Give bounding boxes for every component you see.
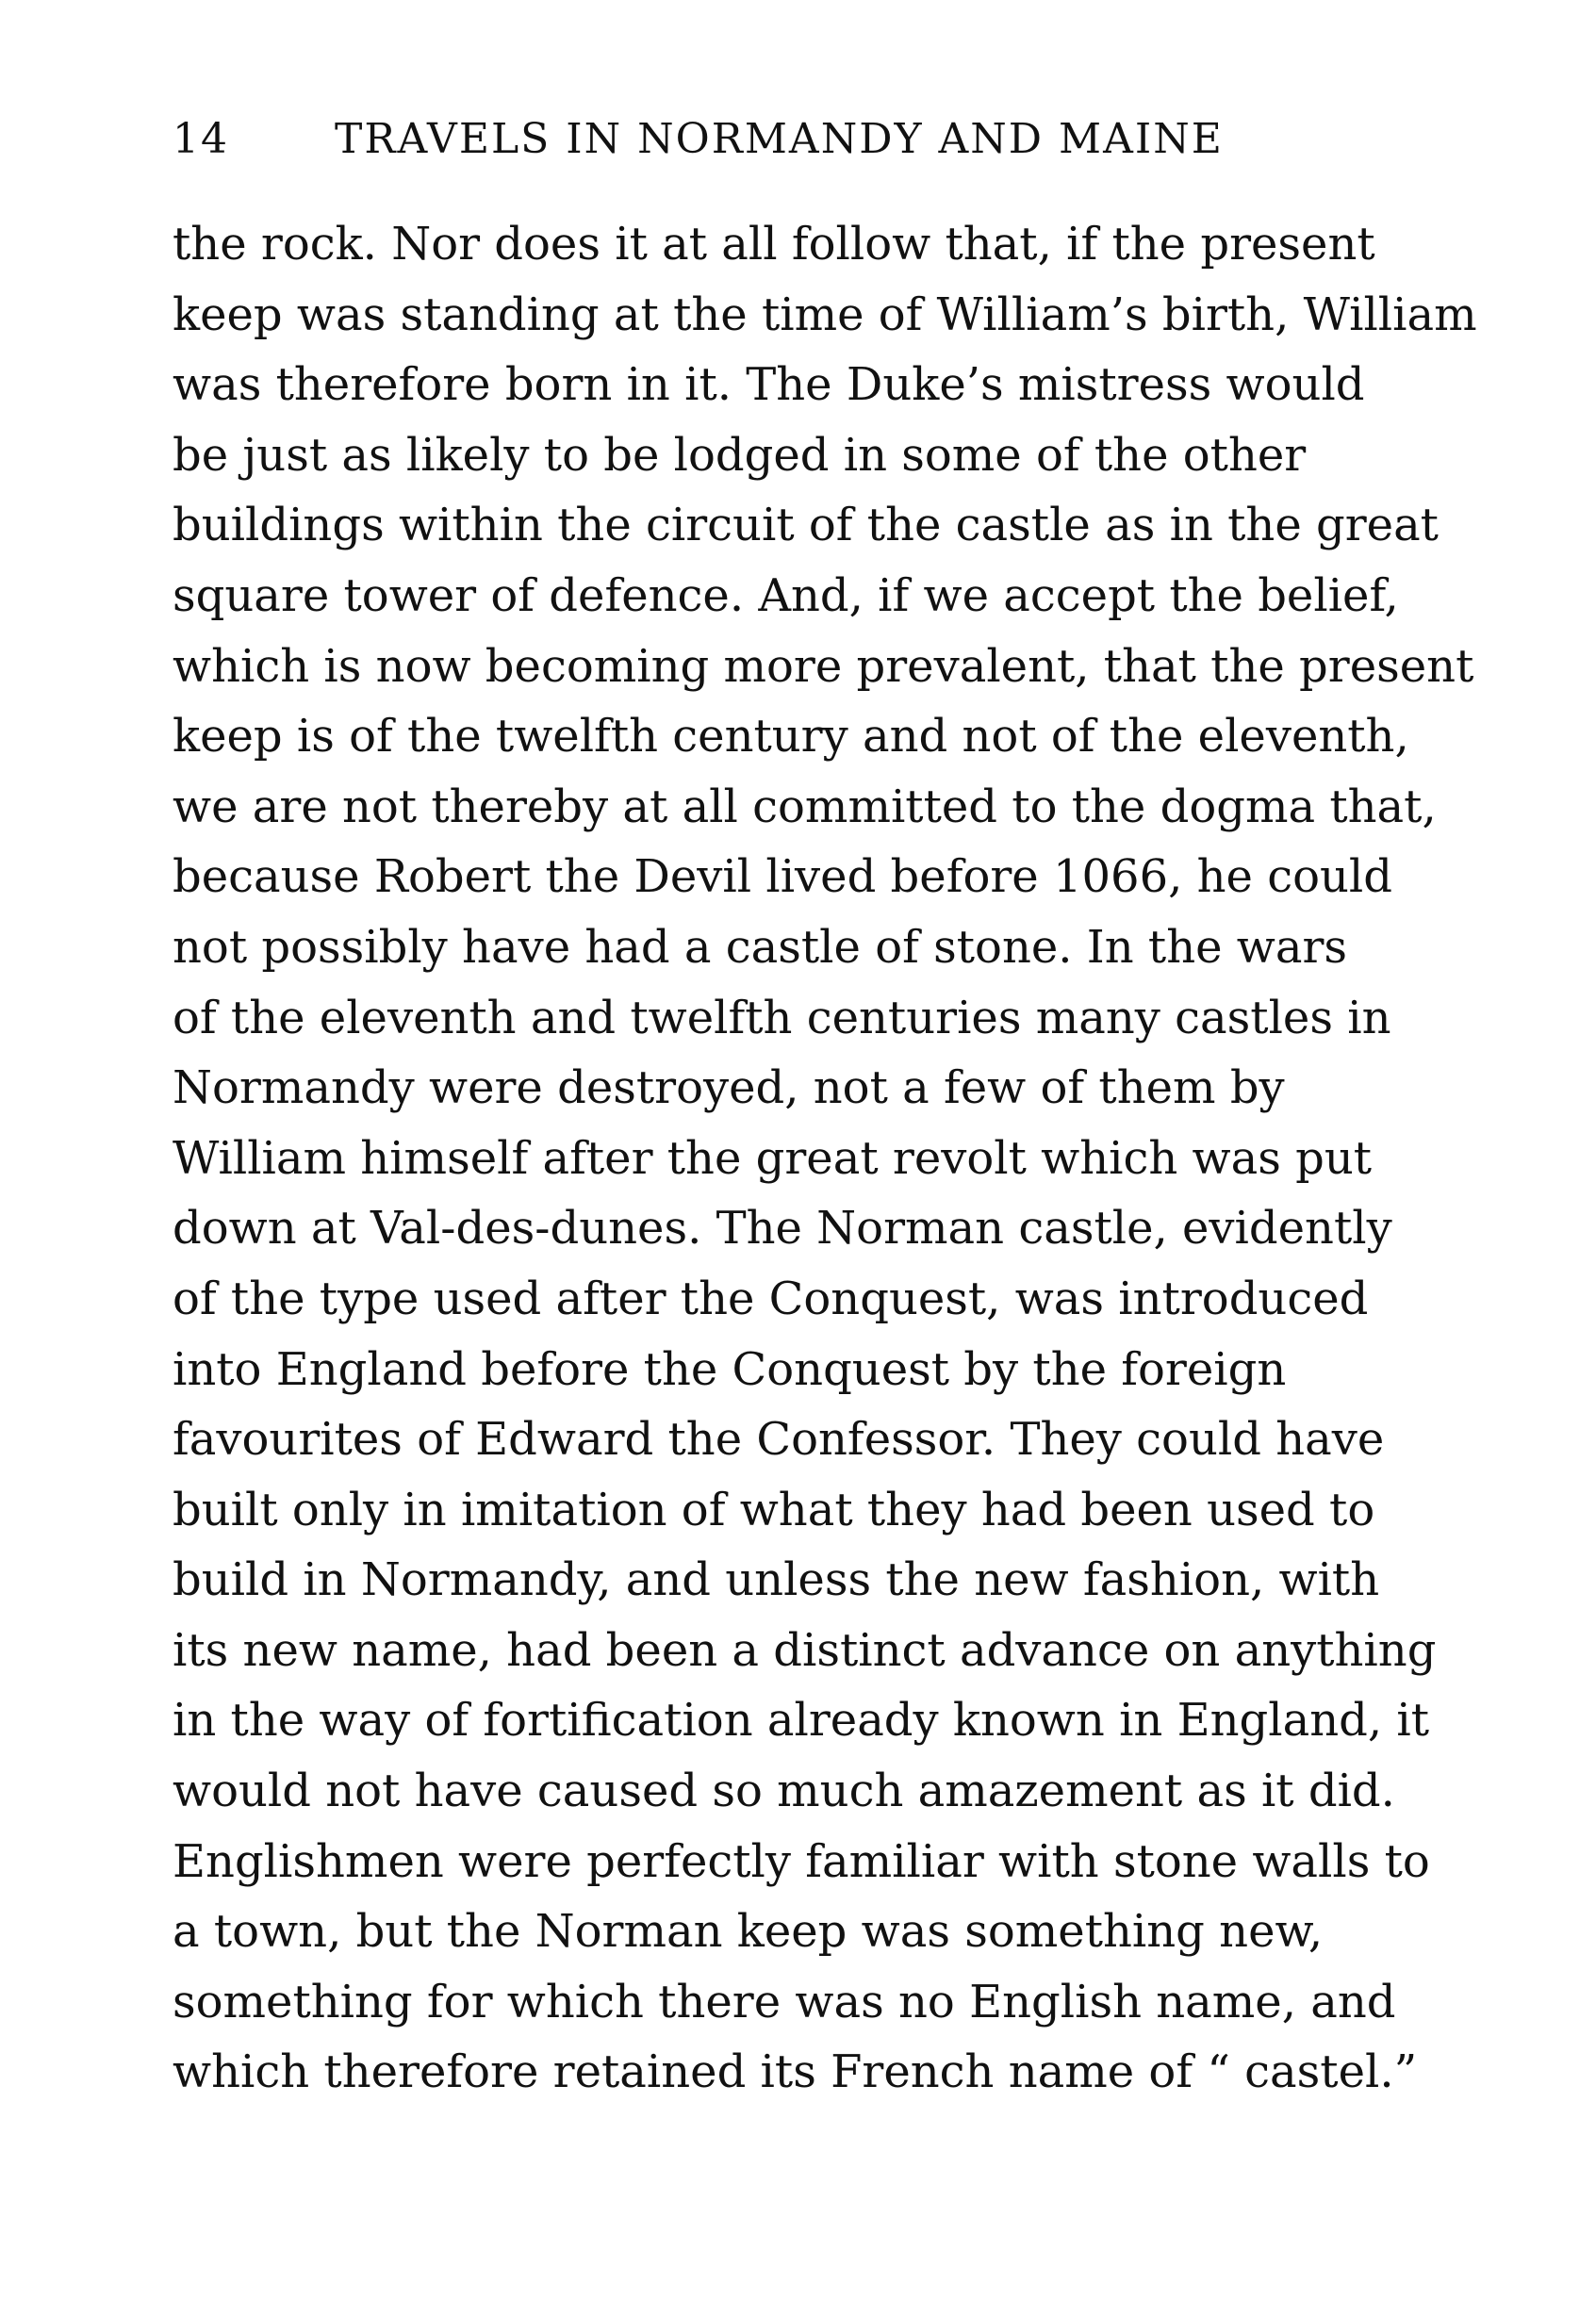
text-line: a town, but the Norman keep was something new, [173,1905,1324,1959]
text-line: because Robert the Devil lived before 1066, he could [173,850,1392,904]
text-line: the rock. Nor does it at all follow that, if the present [173,218,1375,271]
text-line: Normandy were destroyed, not a few of them by [173,1061,1285,1115]
text-line: in the way of fortification already known in England, it [173,1694,1430,1748]
text-line: which is now becoming more prevalent, that the present [173,639,1474,693]
text-line: something for which there was no English name, and [173,1975,1396,2028]
body-text [173,209,1477,2108]
text-line: not possibly have had a castle of stone. In the wars [173,920,1348,974]
running-head [173,111,1304,168]
text-line: of the type used after the Conquest, was introduced [173,1272,1369,1325]
text-line: down at Val-des-dunes. The Norman castle, evidently [173,1202,1392,1256]
text-line: favourites of Edward the Confessor. They could have [173,1413,1385,1467]
text-line: built only in imitation of what they had been used to [173,1483,1375,1536]
text-line: was therefore born in it. The Duke’s mistress would [173,358,1365,412]
text-line: into England before the Conquest by the foreign [173,1342,1287,1396]
text-line: we are not thereby at all committed to the dogma that, [173,780,1437,833]
text-line: build in Normandy, and unless the new fashion, with [173,1553,1380,1607]
text-line: Englishmen were perfectly familiar with stone walls to [173,1834,1430,1888]
text-line: keep is of the twelfth century and not of the eleventh, [173,710,1409,764]
text-line: buildings within the circuit of the castle as in the great [173,499,1439,552]
text-line: keep was standing at the time of William’s birth, William [173,287,1477,341]
text-line: which therefore retained its French name of “ castel.” [173,2045,1418,2099]
text-line: its new name, had been a distinct advance on anything [173,1623,1437,1677]
page-number: 14 [173,115,229,163]
text-line: be just as likely to be lodged in some of the other [173,428,1307,482]
text-line: square tower of defence. And, if we accept the belief, [173,568,1399,622]
running-title: TRAVELS IN NORMANDY AND MAINE [335,115,1224,163]
text-line: of the eleventh and twelfth centuries many castles in [173,991,1391,1044]
text-line: William himself after the great revolt which was put [173,1131,1373,1185]
text-line: would not have caused so much amazement as it did. [173,1765,1395,1818]
